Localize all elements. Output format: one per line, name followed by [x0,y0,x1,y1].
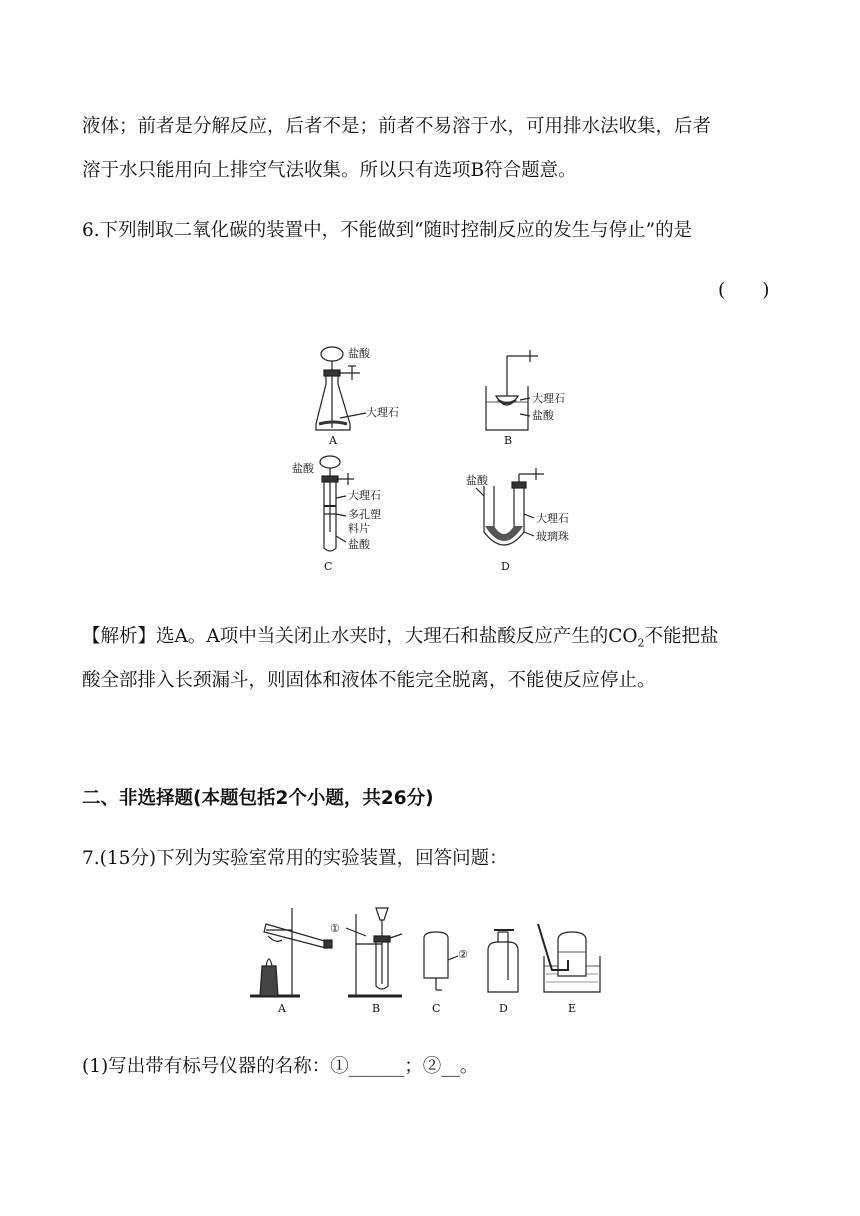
question-6-stem: 6.下列制取二氧化碳的装置中，不能做到“随时控制反应的发生与停止”的是 [82,220,693,241]
caption-7b: B [372,1002,381,1015]
question-7-sub-1: (1)写出带有标号仪器的名称：①______；②__。 [82,1056,479,1077]
caption-b: B [504,434,513,447]
prev-analysis-line-1: 液体；前者是分解反应，后者不是；前者不易溶于水，可用排水法收集，后者 [82,116,712,137]
co2-subscript: 2 [637,636,645,650]
label-b-hcl: 盐酸 [532,409,554,422]
section-2-heading: 二、非选择题(本题包括2个小题，共26分) [82,788,434,809]
label-d-marble: 大理石 [536,512,569,525]
label-c-marble: 大理石 [348,489,381,502]
label-c-plate-1: 多孔塑 [348,508,381,521]
marker-2: ② [458,948,468,961]
label-c-hcl-top: 盐酸 [292,462,314,475]
caption-7d: D [499,1002,508,1015]
question-7-stem: 7.(15分)下列为实验室常用的实验装置，回答问题： [82,848,508,869]
analysis-text-b: 不能把盐 [644,626,719,647]
apparatus-7c [424,932,458,990]
label-b-marble: 大理石 [532,392,565,405]
apparatus-7e [538,924,600,992]
caption-7e: E [568,1002,577,1015]
apparatus-7a [250,908,332,996]
apparatus-c [320,456,354,551]
question-6-analysis-line-2: 酸全部排入长颈漏斗，则固体和液体不能完全脱离，不能使反应停止。 [82,670,656,691]
label-a-marble: 大理石 [366,406,399,419]
caption-a: A [329,434,337,447]
apparatus-7d [488,930,518,992]
label-d-hcl: 盐酸 [466,474,488,487]
question-6-figure [280,336,600,576]
caption-d: D [501,560,510,573]
label-a-hcl: 盐酸 [348,347,370,360]
caption-7a: A [278,1002,286,1015]
apparatus-b [486,350,538,430]
caption-7c: C [432,1002,441,1015]
caption-c: C [324,560,333,573]
apparatus-7b [346,908,402,996]
prev-analysis-line-2: 溶于水只能用向上排空气法收集。所以只有选项B符合题意。 [82,160,577,181]
marker-1: ① [330,922,340,935]
label-d-glass-beads: 玻璃珠 [536,530,569,543]
question-6-analysis-line-1 [82,624,719,657]
answer-parentheses: ( ) [718,280,770,301]
analysis-text-a: 【解析】选A。A项中当关闭止水夹时，大理石和盐酸反应产生的CO [82,626,638,647]
label-c-hcl-bottom: 盐酸 [348,538,370,551]
label-c-plate-2: 料片 [348,522,370,535]
question-7-figure [246,900,616,1020]
